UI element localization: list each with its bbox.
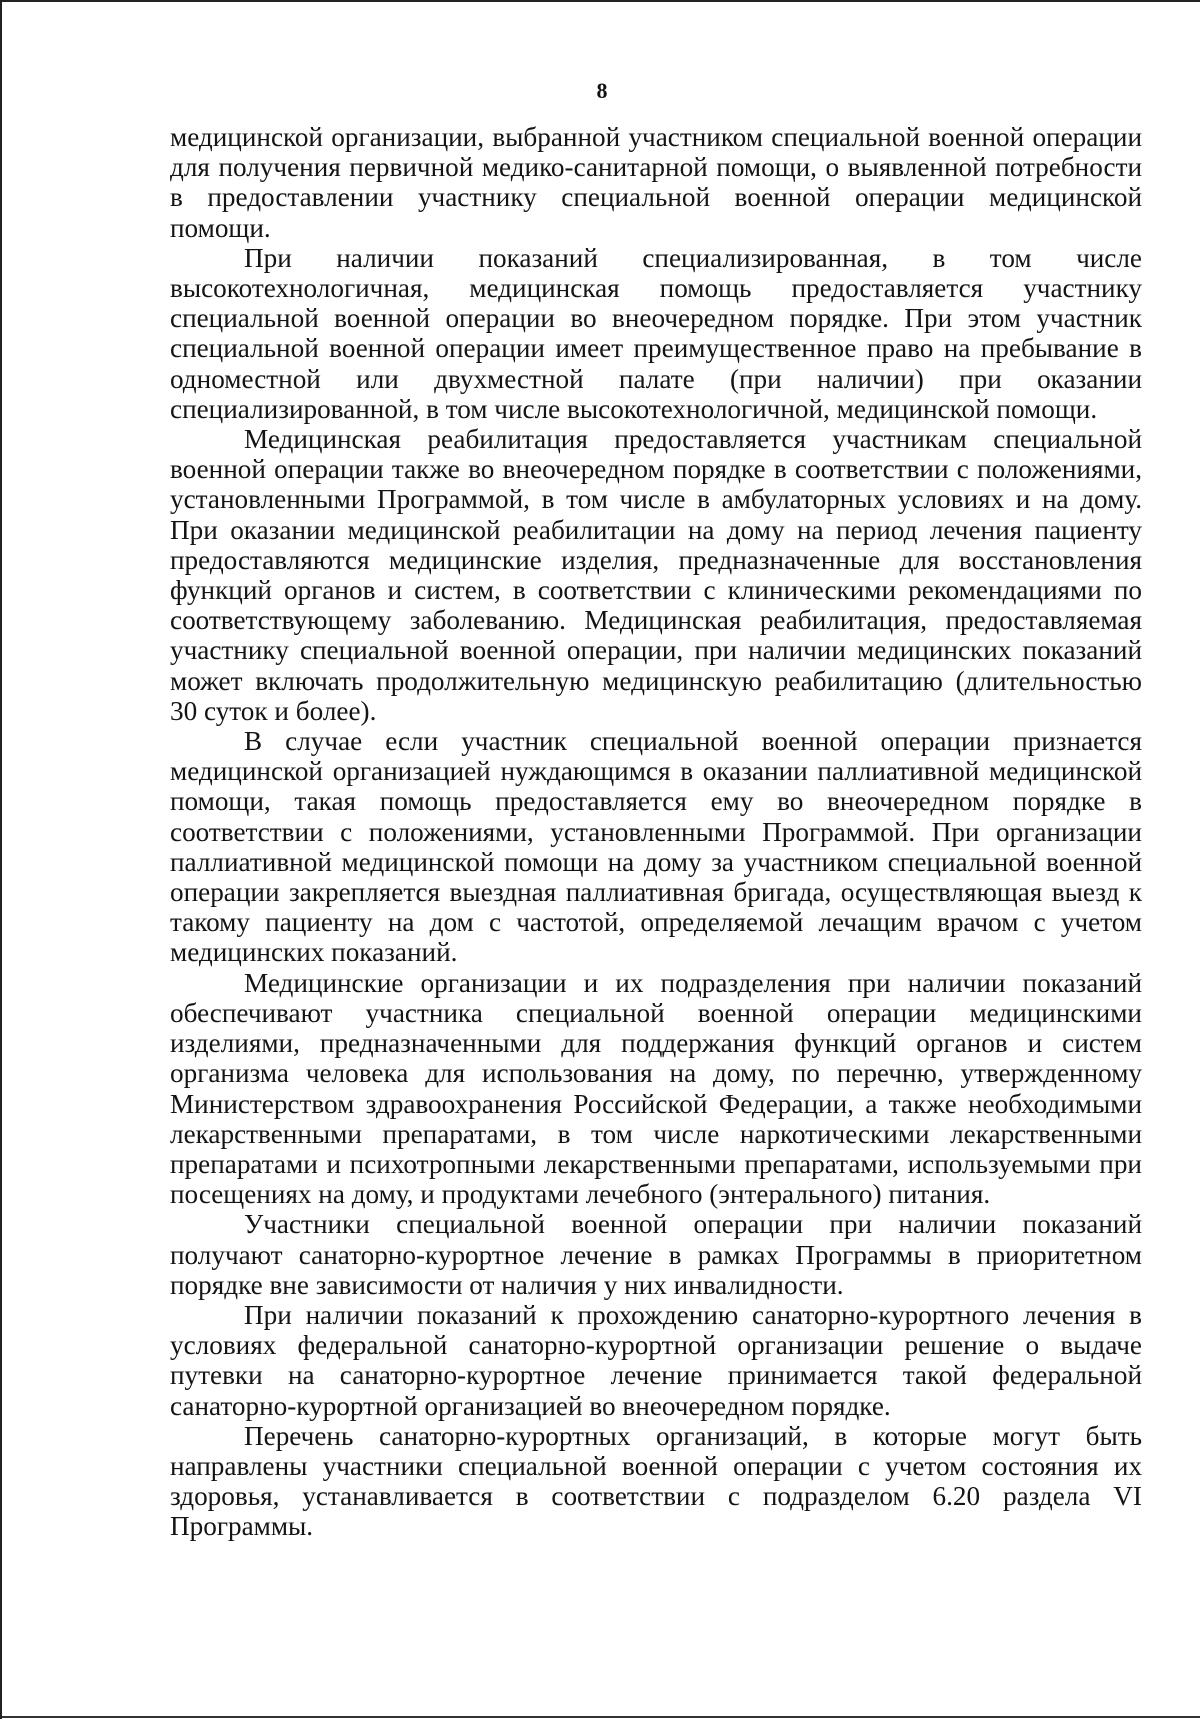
paragraph-continuation: медицинской организации, выбранной участником специальной военной операции для получения первичной медико-санитарной помощи, о выявленной потребности в предоставлении участнику специальной военной операции медицинской помощи. bbox=[170, 122, 1142, 243]
page-number: 8 bbox=[596, 78, 608, 103]
paragraph-specialized-care: При наличии показаний специализированная, в том числе высокотехнологичная, медицинская помощь предоставляется участнику специальной военной операции во внеочередном порядке. При этом участник специальной военной операции имеет преимущественное право на пребывание в одноместной или двухместной палате (при наличии) при оказании специализированной, в том числе высокотехнологичной, медицинской помощи. bbox=[170, 242, 1142, 424]
paragraph-rehabilitation: Медицинская реабилитация предоставляется участникам специальной военной операции также во внеочередном порядке в соответствии с положениями, установленными Программой, в том числе в амбулаторных условиях и на дому. При оказании медицинской реабилитации на дому на период лечения пациенту предоставляются медицинские изделия, предназначенные для восстановления функций органов и систем, в соответствии с клиническими рекомендациями по соответствующему заболеванию. Медицинская реабилитация, предоставляемая участнику специальной военной операции, при наличии медицинских показаний может включать продолжительную медицинскую реабилитацию (длительностью 30 суток и более). bbox=[170, 424, 1142, 726]
paragraph-medical-devices: Медицинские организации и их подразделения при наличии показаний обеспечивают участника специальной военной операции медицинскими изделиями, предназначенными для поддержания функций органов и систем организма человека для использования на дому, по перечню, утвержденному Министерством здравоохранения Российской Федерации, а также необходимыми лекарственными препаратами, в том числе наркотическими лекарственными препаратами и психотропными лекарственными препаратами, используемыми при посещениях на дому, и продуктами лечебного (энтерального) питания. bbox=[170, 967, 1142, 1210]
paragraph-federal-sanatorium: При наличии показаний к прохождению санаторно-курортного лечения в условиях федеральной санаторно-курортной организации решение о выдаче путевки на санаторно-курортное лечение принимается такой федеральной санаторно-курортной организацией во внеочередном порядке. bbox=[170, 1299, 1142, 1421]
paragraph-palliative-care: В случае если участник специальной военной операции признается медицинской организацией нуждающимся в оказании паллиативной медицинской помощи, такая помощь предоставляется ему во внеочередном порядке в соответствии с положениями, установленными Программой. При организации паллиативной медицинской помощи на дому за участником специальной военной операции закрепляется выездная паллиативная бригада, осуществляющая выезд к такому пациенту на дом с частотой, определяемой лечащим врачом с учетом медицинских показаний. bbox=[170, 726, 1142, 968]
bottom-border bbox=[2, 1716, 1200, 1718]
paragraph-sanatorium-list: Перечень санаторно-курортных организаций, в которые могут быть направлены участники специальной военной операции с учетом состояния их здоровья, устанавливается в соответствии с подразделом 6.20 раздела VI Программы. bbox=[170, 1420, 1142, 1542]
document-body bbox=[170, 122, 1142, 1542]
paragraph-sanatorium-treatment: Участники специальной военной операции при наличии показаний получают санаторно-курортное лечение в рамках Программы в приоритетном порядке вне зависимости от наличия у них инвалидности. bbox=[170, 1209, 1142, 1300]
